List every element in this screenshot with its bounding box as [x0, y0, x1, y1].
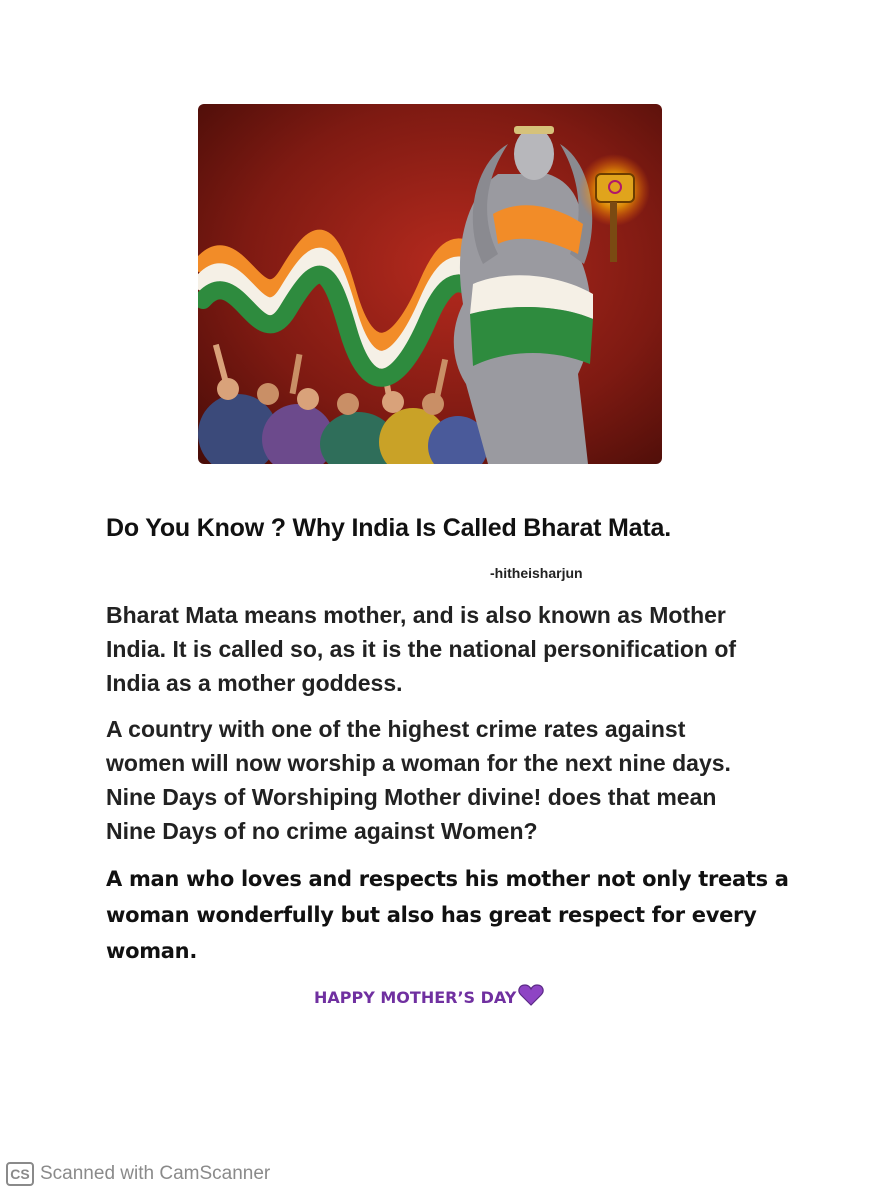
watermark-text: Scanned with CamScanner	[40, 1163, 271, 1184]
happy-mothers-day	[314, 984, 544, 1010]
paragraph-line: A country with one of the highest crime rates against	[106, 716, 686, 742]
paragraph-crime-rates	[106, 712, 731, 848]
paragraph-line: woman.	[106, 939, 198, 963]
document-heading: Do You Know ? Why India Is Called Bharat Mata.	[106, 514, 671, 542]
paragraph-line: A man who loves and respects his mother not only treats a	[106, 867, 789, 891]
paragraph-line: woman wonderfully but also has great respect for every	[106, 903, 757, 927]
camscanner-watermark	[6, 1162, 270, 1186]
paragraph-line: Nine Days of Worshiping Mother divine! does that mean	[106, 784, 717, 810]
paragraph-line: Bharat Mata means mother, and is also known as Mother	[106, 602, 726, 628]
purple-heart-icon	[518, 984, 544, 1010]
closing-text: HAPPY MOTHER’S DAY	[314, 987, 517, 1007]
illustration-svg	[198, 104, 662, 464]
paragraph-line: India as a mother goddess.	[106, 670, 403, 696]
paragraph-line: Nine Days of no crime against Women?	[106, 818, 538, 844]
paragraph-respect-mother	[106, 861, 789, 969]
author-byline: -hitheisharjun	[490, 565, 583, 581]
bharat-mata-illustration	[198, 104, 662, 464]
camscanner-logo: CS	[6, 1162, 34, 1186]
paragraph-bharat-mata-meaning	[106, 598, 736, 700]
paragraph-line: women will now worship a woman for the next nine days.	[106, 750, 731, 776]
paragraph-line: India. It is called so, as it is the national personification of	[106, 636, 737, 662]
